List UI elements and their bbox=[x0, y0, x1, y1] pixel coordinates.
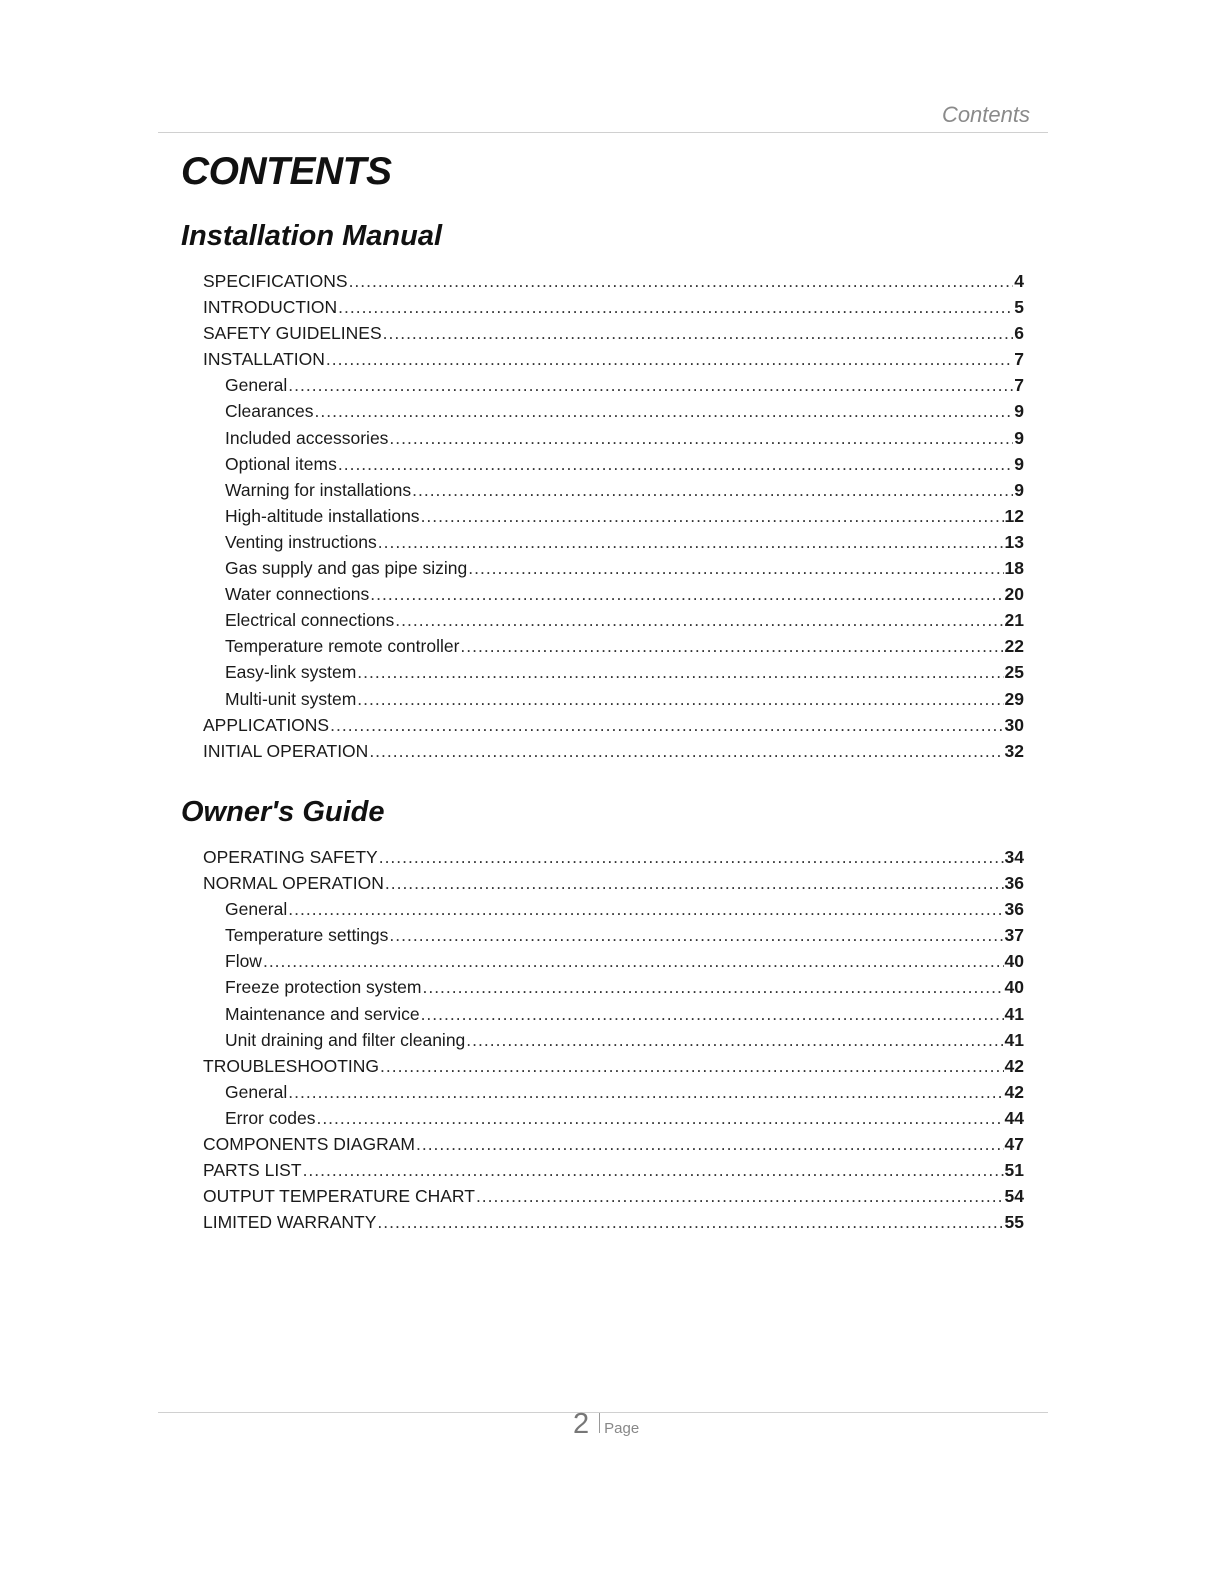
toc-entry-page-number: 9 bbox=[1014, 453, 1024, 474]
toc-entry-label: INSTALLATION bbox=[203, 349, 325, 370]
dot-leader bbox=[383, 323, 1014, 344]
toc-entry-page-number: 9 bbox=[1014, 427, 1024, 448]
toc-entry[interactable] bbox=[203, 349, 1024, 375]
toc-entry-label: High-altitude installations bbox=[225, 505, 420, 526]
toc-entry-label: Clearances bbox=[225, 401, 314, 422]
dot-leader bbox=[379, 847, 1004, 868]
toc-entry[interactable] bbox=[203, 636, 1024, 662]
dot-leader bbox=[288, 1082, 1003, 1103]
section-title-owners-guide: Owner's Guide bbox=[181, 796, 385, 828]
toc-entry[interactable] bbox=[203, 297, 1024, 323]
dot-leader bbox=[288, 375, 1013, 396]
toc-entry-page-number: 36 bbox=[1004, 899, 1024, 920]
toc-entry-page-number: 44 bbox=[1004, 1107, 1024, 1128]
toc-entry-label: Easy-link system bbox=[225, 662, 357, 683]
toc-entry-page-number: 51 bbox=[1004, 1160, 1024, 1181]
toc-entry[interactable] bbox=[203, 977, 1024, 1003]
toc-entry-label: APPLICATIONS bbox=[203, 714, 330, 735]
toc-entry[interactable] bbox=[203, 1186, 1024, 1212]
toc-entry[interactable] bbox=[203, 271, 1024, 297]
toc-entry-page-number: 18 bbox=[1004, 558, 1024, 579]
dot-leader bbox=[357, 689, 1003, 710]
toc-entry[interactable] bbox=[203, 1004, 1024, 1030]
toc-entry-page-number: 47 bbox=[1004, 1134, 1024, 1155]
dot-leader bbox=[380, 1056, 1004, 1077]
dot-leader bbox=[421, 1004, 1004, 1025]
toc-entry-label: Gas supply and gas pipe sizing bbox=[225, 558, 468, 579]
toc-entry-page-number: 40 bbox=[1004, 977, 1024, 998]
toc-entry[interactable] bbox=[203, 873, 1024, 899]
header-divider bbox=[158, 132, 1048, 133]
dot-leader bbox=[263, 951, 1004, 972]
toc-entry-label: Optional items bbox=[225, 453, 337, 474]
footer-separator bbox=[599, 1413, 600, 1433]
toc-entry-page-number: 42 bbox=[1004, 1055, 1024, 1076]
toc-entry-label: Freeze protection system bbox=[225, 977, 422, 998]
toc-entry[interactable] bbox=[203, 899, 1024, 925]
dot-leader bbox=[326, 349, 1013, 370]
toc-entry-page-number: 41 bbox=[1004, 1029, 1024, 1050]
dot-leader bbox=[316, 1108, 1003, 1129]
dot-leader bbox=[422, 977, 1003, 998]
toc-entry-label: PARTS LIST bbox=[203, 1160, 302, 1181]
dot-leader bbox=[389, 428, 1013, 449]
toc-entry-page-number: 22 bbox=[1004, 636, 1024, 657]
toc-entry-label: LIMITED WARRANTY bbox=[203, 1212, 377, 1233]
toc-list-installation-manual bbox=[203, 271, 1024, 767]
toc-entry-label: Electrical connections bbox=[225, 610, 395, 631]
toc-entry-label: Multi-unit system bbox=[225, 688, 357, 709]
toc-entry[interactable] bbox=[203, 558, 1024, 584]
page-number: 2 bbox=[573, 1408, 590, 1440]
toc-entry-label: TROUBLESHOOTING bbox=[203, 1055, 379, 1076]
toc-entry-page-number: 37 bbox=[1004, 925, 1024, 946]
dot-leader bbox=[370, 584, 1003, 605]
toc-entry-label: COMPONENTS DIAGRAM bbox=[203, 1134, 415, 1155]
toc-entry-page-number: 54 bbox=[1004, 1186, 1024, 1207]
dot-leader bbox=[357, 662, 1003, 683]
toc-entry[interactable] bbox=[203, 951, 1024, 977]
toc-entry[interactable] bbox=[203, 1056, 1024, 1082]
toc-entry-label: Included accessories bbox=[225, 427, 389, 448]
toc-entry-label: INTRODUCTION bbox=[203, 297, 338, 318]
toc-entry[interactable] bbox=[203, 1108, 1024, 1134]
toc-entry-label: General bbox=[225, 899, 288, 920]
dot-leader bbox=[466, 1030, 1003, 1051]
dot-leader bbox=[369, 741, 1003, 762]
page-title: CONTENTS bbox=[181, 150, 392, 193]
toc-entry[interactable] bbox=[203, 662, 1024, 688]
toc-list-owners-guide bbox=[203, 847, 1024, 1238]
toc-entry-label: OPERATING SAFETY bbox=[203, 847, 378, 867]
dot-leader bbox=[338, 297, 1013, 318]
toc-entry-label: OUTPUT TEMPERATURE CHART bbox=[203, 1186, 475, 1207]
dot-leader bbox=[303, 1160, 1004, 1181]
toc-entry[interactable] bbox=[203, 323, 1024, 349]
toc-entry[interactable] bbox=[203, 584, 1024, 610]
toc-entry[interactable] bbox=[203, 925, 1024, 951]
toc-entry-page-number: 5 bbox=[1014, 297, 1024, 318]
toc-entry-label: SPECIFICATIONS bbox=[203, 271, 348, 291]
dot-leader bbox=[378, 532, 1004, 553]
toc-entry[interactable] bbox=[203, 454, 1024, 480]
dot-leader bbox=[412, 480, 1013, 501]
toc-entry-label: NORMAL OPERATION bbox=[203, 873, 384, 894]
toc-entry-page-number: 30 bbox=[1004, 714, 1024, 735]
dot-leader bbox=[377, 1212, 1003, 1233]
toc-entry[interactable] bbox=[203, 532, 1024, 558]
toc-entry[interactable] bbox=[203, 428, 1024, 454]
toc-entry-label: Temperature remote controller bbox=[225, 636, 460, 657]
toc-entry-page-number: 29 bbox=[1004, 688, 1024, 709]
dot-leader bbox=[315, 401, 1014, 422]
toc-entry[interactable] bbox=[203, 1134, 1024, 1160]
toc-entry[interactable] bbox=[203, 1030, 1024, 1056]
toc-entry-page-number: 7 bbox=[1014, 349, 1024, 370]
dot-leader bbox=[460, 636, 1003, 657]
toc-entry-page-number: 55 bbox=[1004, 1212, 1024, 1233]
page-footer bbox=[573, 1408, 639, 1441]
toc-entry[interactable] bbox=[203, 715, 1024, 741]
dot-leader bbox=[338, 454, 1013, 475]
dot-leader bbox=[330, 715, 1003, 736]
toc-entry-page-number: 25 bbox=[1004, 662, 1024, 683]
dot-leader bbox=[416, 1134, 1004, 1155]
dot-leader bbox=[476, 1186, 1004, 1207]
toc-entry-label: Maintenance and service bbox=[225, 1003, 420, 1024]
toc-entry[interactable] bbox=[203, 741, 1024, 767]
toc-entry[interactable] bbox=[203, 1160, 1024, 1186]
toc-entry[interactable] bbox=[203, 506, 1024, 532]
dot-leader bbox=[288, 899, 1003, 920]
page-label: Page bbox=[604, 1420, 640, 1437]
toc-entry-label: SAFETY GUIDELINES bbox=[203, 323, 382, 344]
toc-entry-page-number: 7 bbox=[1014, 375, 1024, 396]
toc-entry-label: Temperature settings bbox=[225, 925, 389, 946]
dot-leader bbox=[385, 873, 1004, 894]
toc-entry-page-number: 40 bbox=[1004, 951, 1024, 972]
toc-entry-label: Warning for installations bbox=[225, 479, 412, 500]
toc-entry-page-number: 9 bbox=[1014, 479, 1024, 500]
toc-entry-label: Unit draining and filter cleaning bbox=[225, 1029, 466, 1050]
dot-leader bbox=[349, 271, 1014, 292]
toc-entry[interactable] bbox=[203, 375, 1024, 401]
dot-leader bbox=[389, 925, 1003, 946]
section-title-installation-manual: Installation Manual bbox=[181, 220, 443, 252]
dot-leader bbox=[395, 610, 1003, 631]
toc-entry-page-number: 13 bbox=[1004, 531, 1024, 552]
toc-entry-page-number: 41 bbox=[1004, 1003, 1024, 1024]
running-header: Contents bbox=[941, 102, 1030, 127]
toc-entry-page-number: 6 bbox=[1014, 323, 1024, 344]
toc-entry-page-number: 32 bbox=[1004, 740, 1024, 761]
toc-entry[interactable] bbox=[203, 401, 1024, 427]
toc-entry-label: Error codes bbox=[225, 1107, 316, 1128]
toc-entry-page-number: 34 bbox=[1004, 847, 1024, 867]
toc-entry-label: General bbox=[225, 1081, 288, 1102]
toc-entry-label: Venting instructions bbox=[225, 531, 377, 552]
toc-entry-label: Water connections bbox=[225, 584, 370, 605]
dot-leader bbox=[468, 558, 1003, 579]
toc-entry-page-number: 20 bbox=[1004, 584, 1024, 605]
toc-entry[interactable] bbox=[203, 610, 1024, 636]
toc-entry-label: General bbox=[225, 375, 288, 396]
toc-entry-page-number: 9 bbox=[1014, 401, 1024, 422]
toc-entry-page-number: 4 bbox=[1014, 271, 1024, 291]
toc-entry-label: INITIAL OPERATION bbox=[203, 740, 369, 761]
toc-entry-label: Flow bbox=[225, 951, 262, 972]
toc-entry-page-number: 42 bbox=[1004, 1081, 1024, 1102]
toc-entry-page-number: 21 bbox=[1004, 610, 1024, 631]
toc-entry[interactable] bbox=[203, 847, 1024, 873]
toc-entry[interactable] bbox=[203, 689, 1024, 715]
toc-entry-page-number: 12 bbox=[1004, 505, 1024, 526]
toc-entry[interactable] bbox=[203, 480, 1024, 506]
toc-entry-page-number: 36 bbox=[1004, 873, 1024, 894]
toc-entry[interactable] bbox=[203, 1082, 1024, 1108]
toc-entry[interactable] bbox=[203, 1212, 1024, 1238]
dot-leader bbox=[421, 506, 1004, 527]
